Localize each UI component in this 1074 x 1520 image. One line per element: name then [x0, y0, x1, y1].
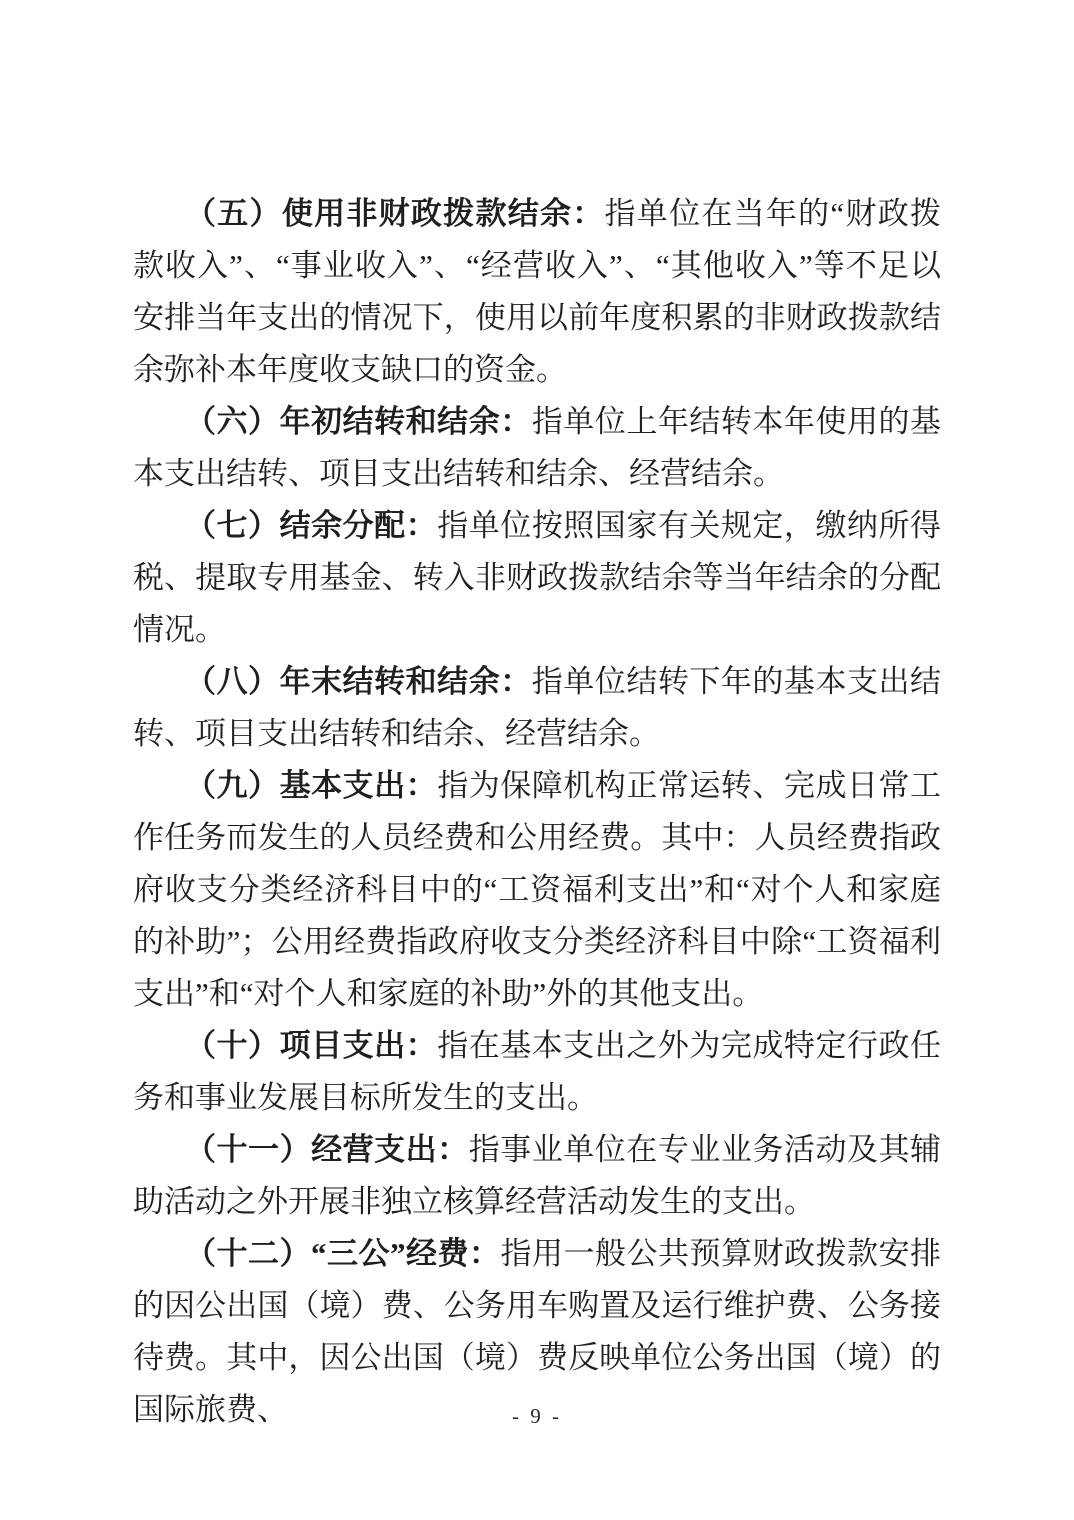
term-definition: 指为保障机构正常运转、完成日常工作任务而发生的人员经费和公用经费。其中：人员经费指政府收支分类经济科目中的“工资福利支出”和“对个人和家庭的补助”；公用经费指政府收支分类经济科目中除“工资福利支出”和“对个人和家庭的补助”外的其他支出。 [133, 768, 942, 1011]
paragraph-term-9 [133, 760, 941, 1020]
page-number: - 9 - [512, 1404, 562, 1428]
term-definition: 指在基本支出之外为完成特定行政任务和事业发展目标所发生的支出。 [133, 1028, 942, 1115]
paragraph-term-8 [133, 656, 941, 760]
paragraph-term-10 [133, 1020, 941, 1124]
term-title: （十一）经营支出： [185, 1132, 469, 1167]
term-title: （七）结余分配： [185, 508, 438, 543]
term-definition: 指单位结转下年的基本支出结转、项目支出结转和结余、经营结余。 [133, 664, 942, 751]
paragraph-term-5 [133, 188, 941, 396]
term-definition: 指用一般公共预算财政拨款安排的因公出国（境）费、公务用车购置及运行维护费、公务接待费。其中，因公出国（境）费反映单位公务出国（境）的国际旅费、 [133, 1236, 941, 1427]
term-title: （十二）“三公”经费： [185, 1236, 501, 1271]
term-definition: 指单位按照国家有关规定，缴纳所得税、提取专用基金、转入非财政拨款结余等当年结余的分配情况。 [133, 508, 942, 647]
term-definition: 指单位上年结转本年使用的基本支出结转、项目支出结转和结余、经营结余。 [133, 404, 942, 491]
paragraph-term-11 [133, 1124, 941, 1228]
term-definition: 指事业单位在专业业务活动及其辅助活动之外开展非独立核算经营活动发生的支出。 [133, 1132, 942, 1219]
document-body [133, 188, 941, 1436]
paragraph-term-7 [133, 500, 941, 656]
term-title: （十）项目支出： [185, 1028, 438, 1063]
term-title: （六）年初结转和结余： [185, 404, 532, 439]
paragraph-term-6 [133, 396, 941, 500]
term-title: （九）基本支出： [185, 768, 438, 803]
term-title: （五）使用非财政拨款结余： [185, 196, 605, 231]
term-definition: 指单位在当年的“财政拨款收入”、“事业收入”、“经营收入”、“其他收入”等不足以安排当年支出的情况下，使用以前年度积累的非财政拨款结余弥补本年度收支缺口的资金。 [133, 196, 942, 387]
term-title: （八）年末结转和结余： [185, 664, 532, 699]
